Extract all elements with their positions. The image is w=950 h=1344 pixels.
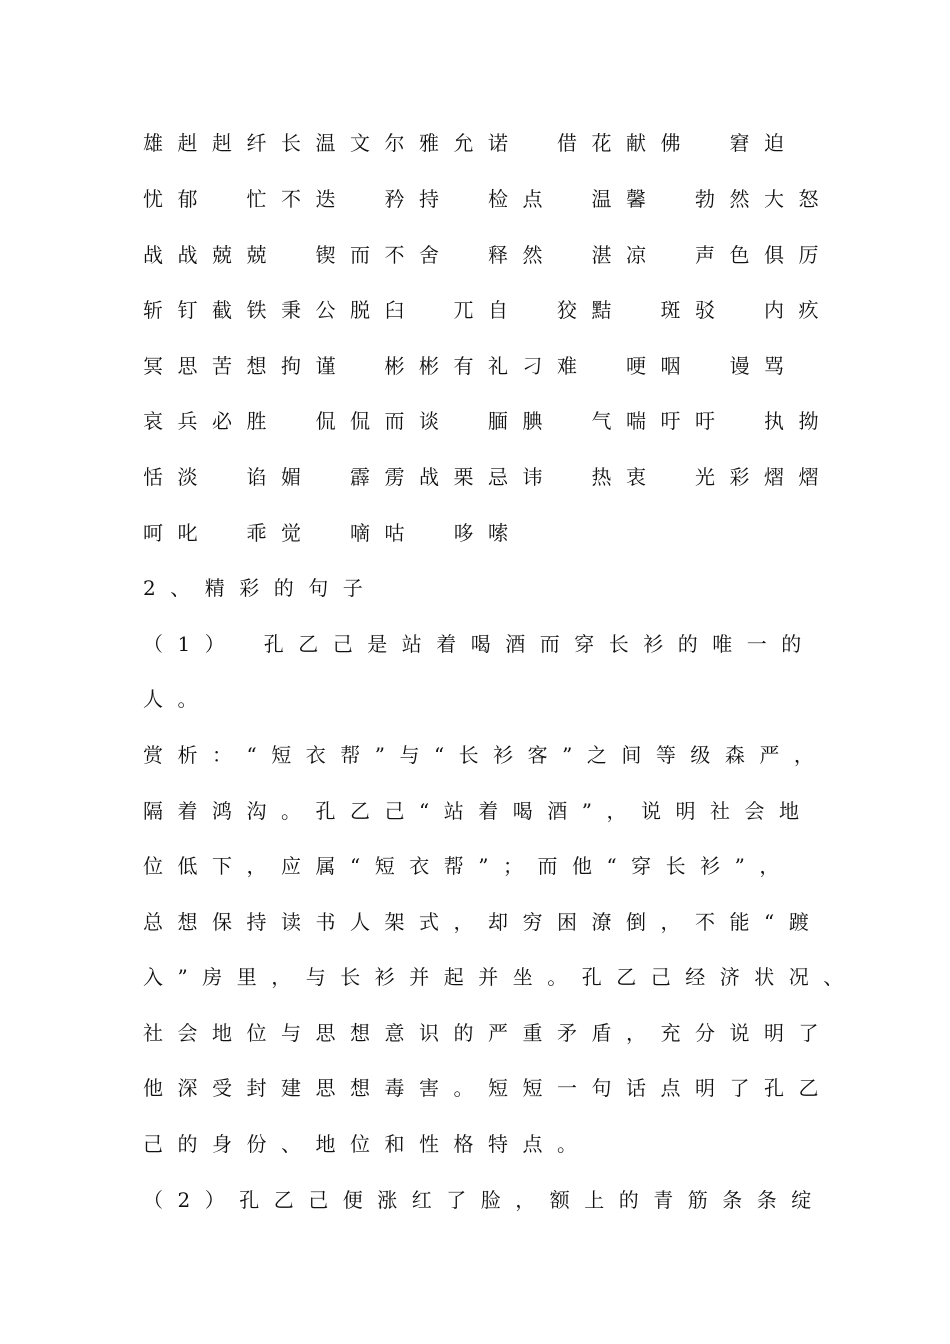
text-line: 恬淡 谄媚 霹雳战栗忌讳 热衷 光彩熠熠 [143, 465, 833, 489]
text-line: 位低下，应属“短衣帮”；而他“穿长衫”， [143, 854, 794, 878]
text-line: 入”房里，与长衫并起并坐。孔乙己经济状况、 [143, 965, 858, 989]
text-line: （2）孔乙己便涨红了脸，额上的青筋条条绽 [143, 1188, 826, 1212]
text-line: （1） 孔乙己是站着喝酒而穿长衫的唯一的 [143, 632, 816, 656]
text-line: 雄赳赳纤长温文尔雅允诺 借花献佛 窘迫 [143, 131, 799, 155]
text-line: 呵叱 乖觉 嘀咕 哆嗦 [143, 521, 523, 545]
text-line: 总想保持读书人架式，却穷困潦倒，不能“踱 [143, 910, 824, 934]
text-line: 冥思苦想拘谨 彬彬有礼刁难 哽咽 谩骂 [143, 354, 799, 378]
text-line: 他深受封建思想毒害。短短一句话点明了孔乙 [143, 1076, 833, 1100]
text-line: 人。 [143, 687, 212, 711]
section-heading: 2、精彩的句子 [143, 576, 378, 600]
text-line: 忧郁 忙不迭 矜持 检点 温馨 勃然大怒 [143, 187, 833, 211]
text-line: 赏析：“短衣帮”与“长衫客”之间等级森严， [143, 743, 829, 767]
text-line: 哀兵必胜 侃侃而谈 腼腆 气喘吁吁 执拗 [143, 409, 833, 433]
text-line: 隔着鸿沟。孔乙己“站着喝酒”，说明社会地 [143, 799, 814, 823]
text-line: 己的身份、地位和性格特点。 [143, 1132, 592, 1156]
text-line: 斩钉截铁秉公脱臼 兀自 狡黠 斑驳 内疚 [143, 298, 833, 322]
text-line: 社会地位与思想意识的严重矛盾，充分说明了 [143, 1021, 833, 1045]
text-line: 战战兢兢 锲而不舍 释然 湛凉 声色俱厉 [143, 243, 833, 267]
